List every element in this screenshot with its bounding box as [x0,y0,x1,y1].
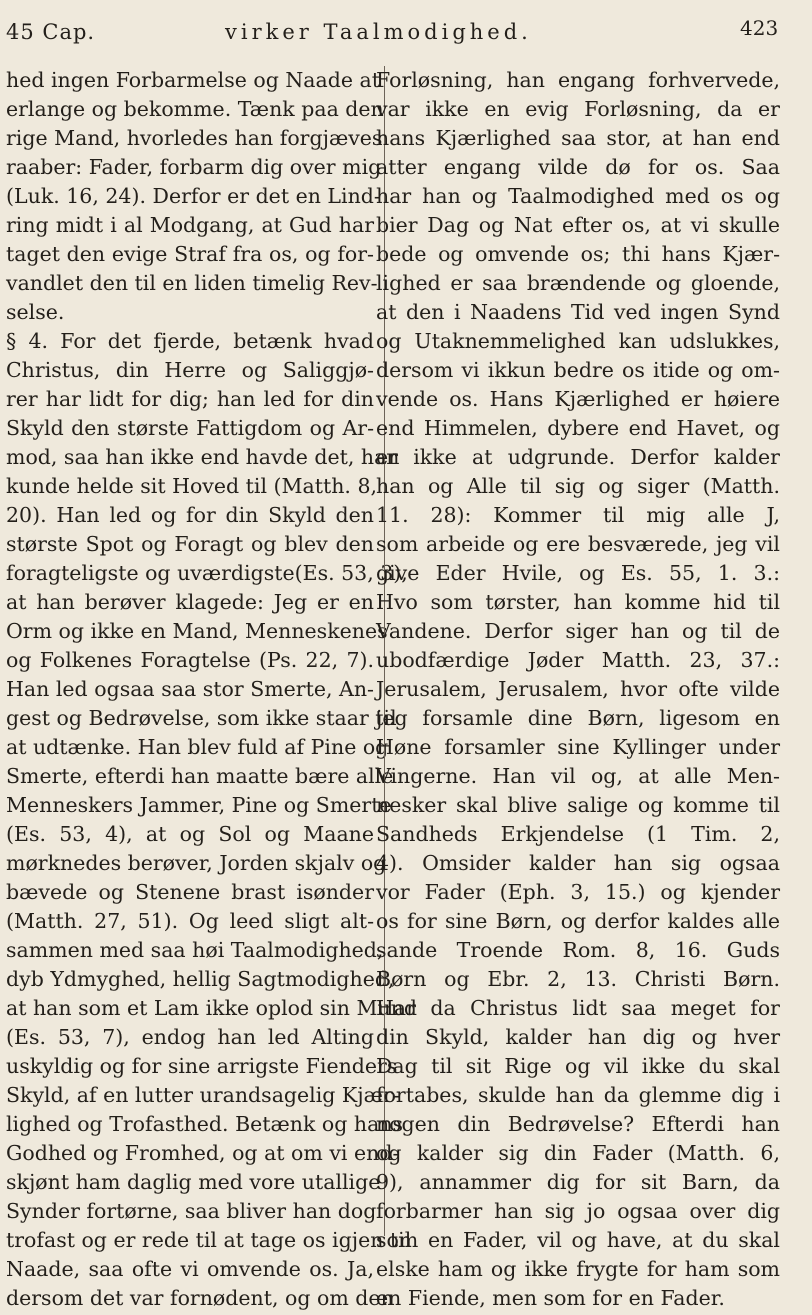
text-line: gest og Bedrøvelse, som ikke staar til [6,706,397,730]
text-line: Smerte, efterdi han maatte bære alle [6,764,394,788]
text-line: han og Alle til sig og siger (Matth. [376,474,780,498]
text-line: end Himmelen, dybere end Havet, og [376,416,780,440]
text-line: dersom vi ikkun bedre os itide og om- [376,358,780,382]
text-line: uskyldig og for sine arrigste Fienders [6,1054,398,1078]
right-text-column [372,66,780,1313]
text-line: at udtænke. Han blev fuld af Pine og [6,735,389,759]
text-line: sammen med saa høi Taalmodighed, [6,938,384,962]
text-line: Høne forsamler sine Kyllinger under [376,735,780,759]
text-line: Synder fortørne, saa bliver han dog [6,1199,377,1223]
text-line: 11. 28): Kommer til mig alle J, [376,503,780,527]
text-line: Han led ogsaa saa stor Smerte, An- [6,677,374,701]
text-line: største Spot og Foragt og blev den [6,532,374,556]
text-line: bævede og Stenene brast isønder [6,880,374,904]
text-line: rige Mand, hvorledes han forgjæves [6,126,383,150]
text-line: Vingerne. Han vil og, at alle Men- [376,764,780,788]
text-line: kunde helde sit Hoved til (Matth. 8, [6,474,378,498]
text-line: som en Fader, vil og have, at du skal [376,1228,780,1252]
running-title: virker Taalmodighed. [225,20,532,44]
text-line: at han som et Lam ikke oplod sin Mund [6,996,417,1020]
text-line: lighed og Trofasthed. Betænk og hans [6,1112,404,1136]
text-line: vor Fader (Eph. 3, 15.) og kjender [376,880,780,904]
text-line: Vandene. Derfor siger han og til de [376,619,780,643]
chapter-label: 45 Cap. [6,20,96,44]
text-line: Naade, saa ofte vi omvende os. Ja, [6,1257,374,1281]
text-line: ubodfærdige Jøder Matth. 23, 37.: [376,648,780,672]
text-line: hans Kjærlighed saa stor, at han end [376,126,780,150]
text-line: ring midt i al Modgang, at Gud har [6,213,374,237]
text-line: vandlet den til en liden timelig Rev- [6,271,378,295]
text-line: er ikke at udgrunde. Derfor kalder [376,445,780,469]
text-line: Skyld den største Fattigdom og Ar- [6,416,374,440]
text-line: foragteligste og uværdigste(Es. 53, 3), [6,561,408,585]
text-line: (Es. 53, 7), endog han led Alting [6,1025,374,1049]
text-line: har han og Taalmodighed med os og [376,184,780,208]
text-line: fortabes, skulde han da glemme dig i [376,1083,780,1107]
text-line: Orm og ikke en Mand, Menneskenes [6,619,388,643]
text-line: jeg forsamle dine Børn, ligesom en [376,706,780,730]
text-line: at han berøver klagede: Jeg er en [6,590,374,614]
text-line: trofast og er rede til at tage os igjen til [6,1228,412,1252]
text-line: atter engang vilde dø for os. Saa [376,155,780,179]
text-line: og kalder sig din Fader (Matth. 6, [376,1141,780,1165]
text-line: var ikke en evig Forløsning, da er [376,97,780,121]
text-line: og Folkenes Foragtelse (Ps. 22, 7). [6,648,374,672]
text-line: os for sine Børn, og derfor kaldes alle [376,909,780,933]
text-line: nogen din Bedrøvelse? Efterdi han [376,1112,780,1136]
text-line: taget den evige Straf fra os, og for- [6,242,374,266]
text-line: lighed er saa brændende og gloende, [376,271,780,295]
text-line: Dag til sit Rige og vil ikke du skal [376,1054,780,1078]
text-line: erlange og bekomme. Tænk paa den [6,97,384,121]
text-line: sande Troende Rom. 8, 16. Guds [376,938,780,962]
text-line: (Es. 53, 4), at og Sol og Maane [6,822,374,846]
text-line: (Matth. 27, 51). Og leed sligt alt- [6,909,374,933]
text-line: Christus, din Herre og Saliggjø- [6,358,374,382]
text-line: (Luk. 16, 24). Derfor er det en Lind- [6,184,381,208]
page-number: 423 [740,16,779,40]
text-line: din Skyld, kalder han dig og hver [376,1025,780,1049]
text-line: Har da Christus lidt saa meget for [376,996,780,1020]
text-line: som arbeide og ere besværede, jeg vil [376,532,780,556]
text-line: Skyld, af en lutter urandsagelig Kjær- [6,1083,400,1107]
text-line: Børn og Ebr. 2, 13. Christi Børn. [376,967,780,991]
text-line: Forløsning, han engang forhvervede, [376,68,780,92]
text-line: Menneskers Jammer, Pine og Smerte [6,793,392,817]
text-line: en Fiende, men som for en Fader. [376,1286,725,1310]
text-line: nesker skal blive salige og komme til [376,793,780,817]
text-line: elske ham og ikke frygte for ham som [376,1257,780,1281]
page-header [0,16,812,56]
text-line: hed ingen Forbarmelse og Naade at [6,68,380,92]
text-line: at den i Naadens Tid ved ingen Synd [376,300,780,324]
left-text-column [6,66,417,1313]
text-line: dyb Ydmyghed, hellig Sagtmodighed, [6,967,395,991]
text-line: selse. [6,300,65,324]
text-line: og Utaknemmelighed kan udslukkes, [376,329,780,353]
text-line: vende os. Hans Kjærlighed er høiere [376,387,780,411]
text-line: skjønt ham daglig med vore utallige [6,1170,381,1194]
text-line: Jerusalem, Jerusalem, hvor ofte vilde [376,677,780,701]
text-line: 4). Omsider kalder han sig ogsaa [376,851,780,875]
text-line: dersom det var fornødent, og om den [6,1286,394,1310]
text-line: mørknedes berøver, Jorden skjalv og [6,851,387,875]
text-line: Godhed og Fromhed, og at om vi end- [6,1141,400,1165]
text-line: § 4. For det fjerde, betænk hvad [6,329,374,353]
text-line: raaber: Fader, forbarm dig over mig [6,155,382,179]
text-line: bier Dag og Nat efter os, at vi skulle [376,213,780,237]
text-line: give Eder Hvile, og Es. 55, 1. 3.: [376,561,780,585]
text-line: 20). Han led og for din Skyld den [6,503,374,527]
text-line: Hvo som tørster, han komme hid til [376,590,780,614]
text-line: 9), annammer dig for sit Barn, da [376,1170,780,1194]
text-line: forbarmer han sig jo ogsaa over dig [376,1199,780,1223]
text-line: rer har lidt for dig; han led for din [6,387,374,411]
text-line: Sandheds Erkjendelse (1 Tim. 2, [376,822,780,846]
text-line: mod, saa han ikke end havde det, han [6,445,400,469]
text-line: bede og omvende os; thi hans Kjær- [376,242,780,266]
